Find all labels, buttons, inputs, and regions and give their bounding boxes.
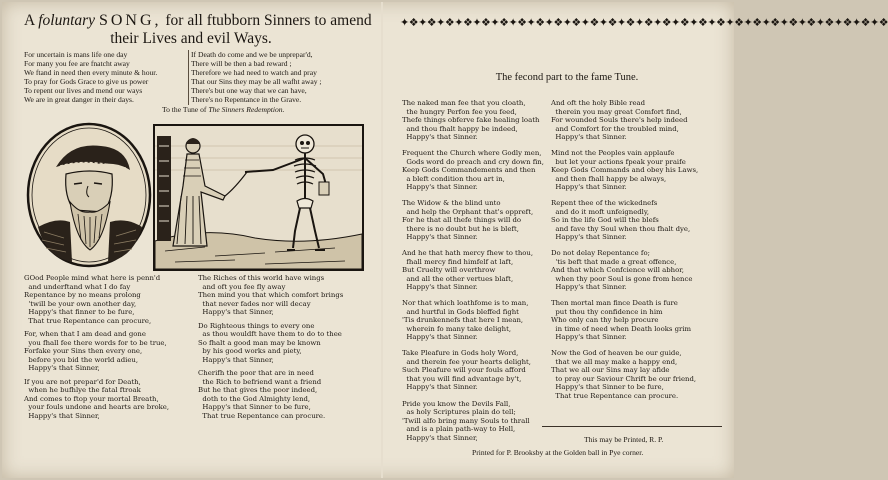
stanza: Mind not the Peoples vain applaufe but let your actions fpeak your praife Keep Gods Commands and obey his Laws, and then fhall happy be always, Happy's that Sinner. (551, 149, 699, 192)
stanza: Nor that which loathfome is to man, and hurtful in Gods bleffed fight 'Tis drunkennefs that here I mean, wherein fo many take delight, Happy's that Sinner. (402, 299, 529, 342)
stanza: Pride you know the Devils Fall, as holy Scriptures plain do tell; 'Twill alfo bring many Souls to thrall and is a plain path-way to Hell, Happy's that Sinner, (402, 399, 530, 442)
center-fold (381, 2, 383, 478)
part1-column-right (198, 274, 378, 425)
stanza: For, when that I am dead and gone you fhall fee there words for to be true, Forfake your Sins then every one, before you bid the world adieu, Happy's that Sinner, (24, 330, 167, 372)
title-rest: for all ftubborn Sinners to amend (165, 12, 372, 29)
title-word-song: SONG, (98, 12, 162, 29)
title-word-a: A (24, 12, 35, 29)
stanza: If you are not prepar'd for Death, when he bufhlye the fatal ftroak And comes to ftop your mortal Breath, your fouls undone and hearts are broke, Happy's that Sinner, (24, 377, 170, 420)
intro-verse-left: For uncertain is mans life one day For many you fee are fnatcht away We ftand in need then every minute & hour. To pray for Gods Grace to give us power To repent our lives and mend our ways We are in great danger in their days. (24, 50, 158, 105)
stanza: And he that hath mercy fhew to thou, fhall mercy find himfelf at laft, But Cruelty will overthrow and all the other vertues blaft, Happy's that Sinner. (402, 249, 534, 292)
tune-line (162, 105, 284, 114)
stanza: Frequent the Church where Godly men, Gods word do preach and cry down fin, Keep Gods Commandements and then a bleft condition thou art in, Happy's that Sinner. (402, 149, 544, 192)
woodcut-death-scene (153, 124, 364, 271)
divider-rule (542, 426, 722, 427)
stanza: Do not delay Repentance fo; 'tis beft that made a great offence, And that which Confcience will abhor, when thy poor Soul is gone from hence Happy's that Sinner. (551, 249, 693, 292)
intro-verse-right: If Death do come and we be unprepar'd, There will be then a bad reward ; Therefore we had need to watch and pray That our Sins they may be all wafht away ; There's but one way that we can have, There's no Repentance in the Grave. (188, 50, 371, 105)
song-title (24, 12, 376, 29)
stanza: The Riches of this world have wings and oft you fee fly away Then mind you that which comfort brings that never fades nor will decay Happy's that Sinner, (198, 274, 344, 316)
part2-column-right (551, 99, 731, 408)
part1-column-left (24, 274, 194, 425)
second-part-title: The fecond part to the fame Tune. (495, 72, 639, 83)
stanza: Cherifh the poor that are in need the Rich to befriend want a friend But he that gives the poor indeed, doth to the God Almighty lend, Happy's that Sinner to be fure, That true Repentance can procure. (198, 369, 326, 420)
stanza: Repent thee of the wickednefs and do it moft unfeignedly, So in the life God will the blefs and fave thy Soul when thou fhalt dye, Happy's that Sinner. (551, 199, 691, 242)
tune-prefix: To the Tune of (162, 105, 207, 114)
ornament-border: ✦❖✦❖✦❖✦❖✦❖✦❖✦❖✦❖✦❖✦❖✦❖✦❖✦❖✦❖✦❖✦❖✦❖✦❖✦❖✦❖✦❖✦❖✦❖✦❖✦❖✦❖✦❖ (400, 17, 888, 29)
song-title-line2: their Lives and evil Ways. (110, 30, 272, 47)
printer-imprint: Printed for P. Brooksby at the Golden ball in Pye corner. (472, 448, 644, 457)
stanza: Take Pleafure in Gods holy Word, and therein fee your hearts delight, Such Pleafure will your fouls afford that you will find advantage by't, Happy's that Sinner. (402, 349, 531, 392)
stanza: The naked man fee that you cloath, the hungry Perfon fee you feed, Thefe things obferve fake healing loath and thou fhalt happy be indeed, Happy's that Sinner. (402, 99, 540, 141)
broadside-sheet (2, 2, 888, 478)
stanza: Then mortal man fince Death is fure put thou thy confidence in him Who only can thy help procure in time of need when Death looks grim Happy's that Sinner. (551, 299, 692, 342)
stanza: Do Righteous things to every one as thou wouldft have them to do to thee So fhalt a good man may be known by his good works and piety, Happy's that Sinner, (198, 321, 342, 364)
tune-name: The Sinners Redemption. (208, 105, 285, 114)
stanza: GOod People mind what here is penn'd and underftand what I do fay Repentance by no means prolong 'twill be your own another day, Happy's that finner to be fure, That true Repentance can procure, (24, 274, 161, 325)
stanza: Now the God of heaven be our guide, that we all may make a happy end, That we all our Sins may lay afide to pray our Saviour Chrift be our friend, Happy's that Sinner to be fure, That true Repentance can procure. (551, 349, 697, 400)
stanza: And oft the holy Bible read therein you may great Comfort find, For wounded Souls there's help indeed and Comfort for the troubled mind, Happy's that Sinner. (551, 99, 688, 141)
stanza: The Widow & the blind unto and help the Orphant that's oppreft, For he that all thefe things will do there is no doubt but he is bleft, Happy's that Sinner. (402, 199, 534, 242)
part2-column-left (402, 99, 552, 450)
title-word-voluntary: foluntary (38, 12, 96, 29)
woodcut-portrait (26, 122, 153, 269)
license-note: This may be Printed, R. P. (584, 435, 664, 444)
